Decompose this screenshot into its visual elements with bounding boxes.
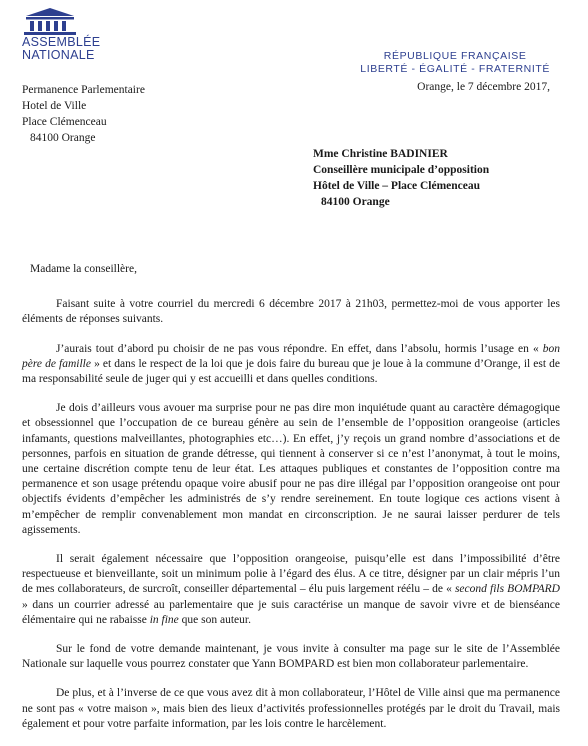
paragraph-2-text: J’aurais tout d’abord pu choisir de ne pas vous répondre. En effet, dans l’absolu, hormis l’usage en « xyxy=(56,342,539,355)
sender-line: Place Clémenceau xyxy=(22,116,107,128)
logo-line-2: NATIONALE xyxy=(22,48,95,62)
paragraph-5: Sur le fond de votre demande maintenant, je vous invite à consulter ma page sur le site de l’Assemblée Nationale sur laquelle vous pourrez constater que Yann BOMPARD est bien mon collaborateur parlementaire. xyxy=(22,643,560,671)
sender-address xyxy=(22,82,145,146)
paragraph-4-text: que son auteur. xyxy=(181,613,251,626)
assemblee-nationale-building-icon xyxy=(22,6,78,36)
recipient-line: Conseillère municipale d’opposition xyxy=(313,164,490,176)
paragraph-4-text: Il serait également nécessaire que l’opposition orangeoise, puisqu’elle est dans l’impossibilité d’être respectueuse et bienveillante, soit un minimum polie à l’égard des élus. A ce titre, désigner par un clair mépris l’un de mes collaborateurs, de surcroît, conseiller départemental – élu puis largement réélu – de « xyxy=(22,553,560,596)
sender-line: Permanence Parlementaire xyxy=(22,84,145,96)
sender-line: 84100 Orange xyxy=(30,132,96,144)
paragraph-2-italic: bon père de famille xyxy=(22,342,560,370)
paragraph-6: De plus, et à l’inverse de ce que vous avez dit à mon collaborateur, l’Hôtel de Ville ainsi que ma permanence ne sont pas « votre maison », mais bien des lieux d’activités professionnelles protégés par le droit du Travail, mais également et pour votre parfaite information, par les lois contre le harcèlement. xyxy=(22,687,560,730)
paragraph-1: Faisant suite à votre courriel du mercredi 6 décembre 2017 à 21h03, permettez-moi de vous apporter les éléments de réponses suivants. xyxy=(22,298,560,326)
recipient-line: Mme Christine BADINIER xyxy=(313,148,448,160)
paragraph-4-italic: in fine xyxy=(149,613,179,626)
paragraph-3: Je dois d’ailleurs vous avouer ma surprise pour ne pas dire mon inquiétude quant au caractère démagogique et obsessionnel que l’occupation de ce bureau génère au sein de l’ensemble de l’opposition orangeoise (articles infamants, questions malveillantes, photographies etc…). En effet, j’y reçois un grand nombre d’associations et de personnes, parfois en situation de grande détresse, qui tiennent à conserver si ce n’est l’anonymat, à tout le moins, une certaine discrétion compte tenu de leur état. Les attaques publiques et constantes de l’opposition contre ma permanence et son usage prétendu opaque voire abusif pour ne pas dire illégal par l’opposition orangeoise ont pour objectifs évidents d’empêcher les administrés de s’y rendre sereinement. En toute logique ces actions visent à m’empêcher de remplir convenablement mon mandat en circonscription. Je ne saurai laisser perdurer de tels agissements. xyxy=(22,402,560,536)
republic-motto-line: LIBERTÉ - ÉGALITÉ - FRATERNITÉ xyxy=(360,63,550,75)
paragraph-4-text: » dans un courrier adressé au parlementaire que je suis caractérise un manque de savoir vivre et de bienséance élémentaire qui ne rabaisse xyxy=(22,598,560,626)
greeting: Madame la conseillère, xyxy=(30,263,137,275)
recipient-line: 84100 Orange xyxy=(321,196,390,208)
republic-title: RÉPUBLIQUE FRANÇAISE xyxy=(383,50,527,62)
paragraph-4 xyxy=(22,552,560,628)
letter-body xyxy=(22,262,560,746)
paragraph-2 xyxy=(22,342,560,388)
recipient-address xyxy=(313,146,489,210)
paragraph-2-text: » et dans le respect de la loi que je dois faire du bureau que je loue à la commune d’Orange, il est de ma responsabilité seule de juger qui y est accueilli et dans quelles conditions. xyxy=(22,357,561,386)
republic-motto xyxy=(360,50,550,76)
sender-line: Hotel de Ville xyxy=(22,100,87,112)
recipient-line: Hôtel de Ville – Place Clémenceau xyxy=(313,180,481,192)
logo-line-1: ASSEMBLÉE xyxy=(22,35,101,49)
paragraph-4-italic: second fils BOMPARD xyxy=(454,583,560,596)
letter-date: Orange, le 7 décembre 2017, xyxy=(417,81,550,93)
assemblee-nationale-logo xyxy=(22,6,132,62)
